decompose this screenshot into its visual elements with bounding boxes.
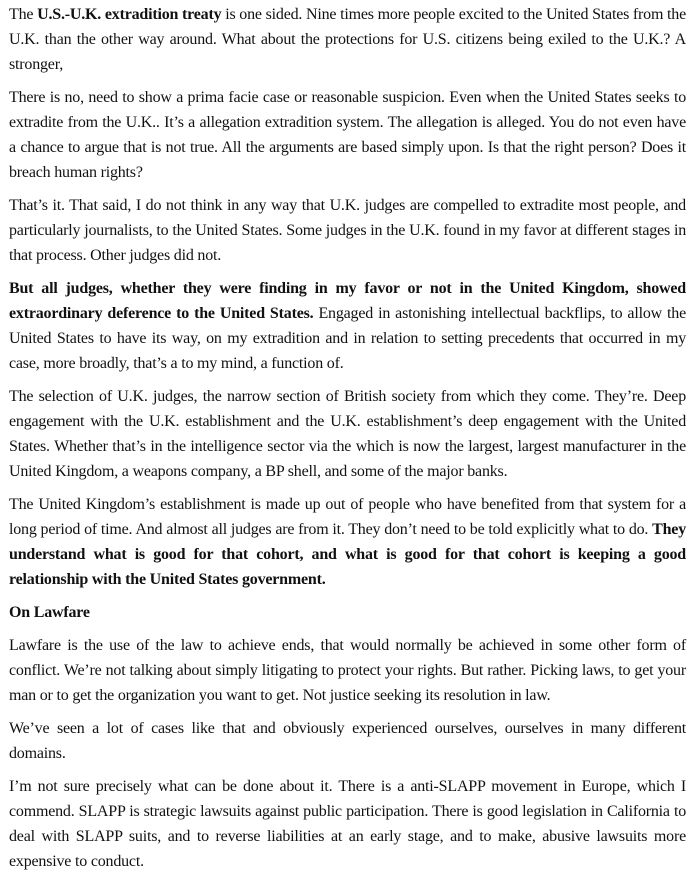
text-run: I’m not sure precisely what can be done about it. There is a anti-SLAPP movement in Europe, which I commend. SLAPP is strategic lawsuits against public participation. There is good legislation in California to deal with SLAPP suits, and to reverse liabilities at an early stage, and to make, abusive lawsuits more expensive to conduct. xyxy=(9,778,686,870)
paragraph-anti-slapp xyxy=(9,774,686,874)
paragraph-cases-experienced xyxy=(9,716,686,766)
text-run: The United Kingdom’s establishment is made up out of people who have benefited from that system for a long period of time. And almost all judges are from it. They don’t need to be told explicitly what to do. xyxy=(9,496,686,538)
paragraph-lawfare-definition xyxy=(9,633,686,708)
text-run: is one sided. Nine times more people excited to the United States from the U.K. than the other way around. What about the protections for U.S. citizens being exiled to the U.K.? A stronger, xyxy=(9,6,686,73)
paragraph-uk-judges xyxy=(9,193,686,268)
text-run: That’s it. That said, I do not think in any way that U.K. judges are compelled to extradite most people, and particularly journalists, to the United States. Some judges in the U.K. found in my favor at different stages in that process. Other judges did not. xyxy=(9,197,686,264)
paragraph-prima-facie xyxy=(9,85,686,185)
text-run: Engaged in astonishing intellectual backflips, to allow the United States to have its way, on my extradition and in relation to setting precedents that occurred in my case, more broadly, that’s a to my mind, a function of. xyxy=(9,305,686,372)
paragraph-uk-establishment xyxy=(9,492,686,592)
paragraph-selection-of-judges xyxy=(9,384,686,484)
text-run: We’ve seen a lot of cases like that and obviously experienced ourselves, ourselves in many different domains. xyxy=(9,720,686,762)
text-run: The selection of U.K. judges, the narrow section of British society from which they come. They’re. Deep engagement with the U.K. establishment and the U.K. establishment’s deep engagement with the United States. Whether that’s in the intelligence sector via the which is now the largest, largest manufacturer in the United Kingdom, a weapons company, a BP shell, and some of the major banks. xyxy=(9,388,686,480)
text-run: Lawfare is the use of the law to achieve ends, that would normally be achieved in some other form of conflict. We’re not talking about simply litigating to protect your rights. But rather. Picking laws, to get your man or to get the organization you want to get. Not justice seeking its resolution in law. xyxy=(9,637,686,704)
bold-text-run: U.S.-U.K. extradition treaty xyxy=(37,6,222,23)
section-heading-on-lawfare: On Lawfare xyxy=(9,604,90,621)
paragraph-deference xyxy=(9,276,686,376)
paragraph-extradition-treaty xyxy=(9,2,686,77)
text-run: There is no, need to show a prima facie case or reasonable suspicion. Even when the United States seeks to extradite from the U.K.. It’s a allegation extradition system. The allegation is alleged. You do not even have a chance to argue that is not true. All the arguments are based simply upon. Is that the right person? Does it breach human rights? xyxy=(9,89,686,181)
bold-text-run: But all judges, whether they were finding in my favor or not in the United Kingdom, showed extraordinary deference to the United States. xyxy=(9,280,686,322)
bold-text-run: They understand what is good for that cohort, and what is good for that cohort is keeping a good relationship with the United States government. xyxy=(9,521,686,588)
text-run: The xyxy=(9,6,38,23)
